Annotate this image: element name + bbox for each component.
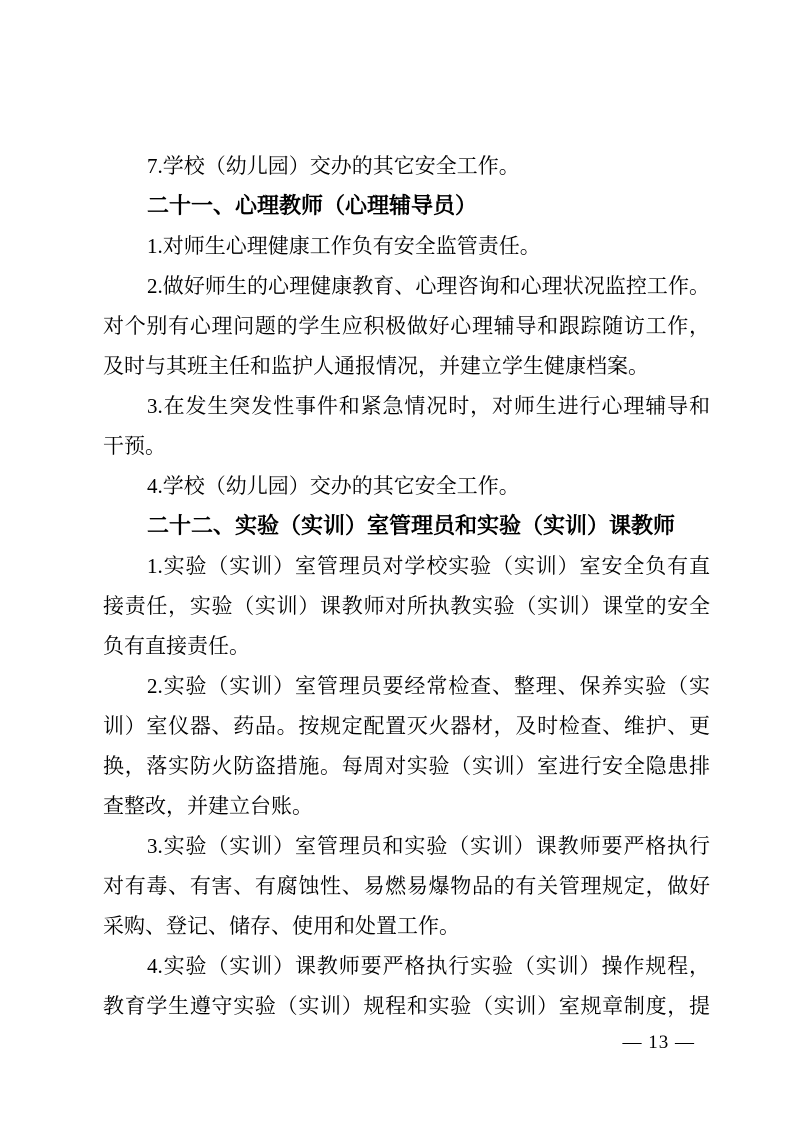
body-text-line: 查整改，并建立台账。 [103,794,313,818]
body-text-line: 7.学校（幼儿园）交办的其它安全工作。 [147,154,520,178]
section-heading-line: 二十一、心理教师（心理辅导员） [147,193,478,218]
body-text-line: 负有直接责任。 [103,634,250,658]
body-text-line: 4.实验（实训）课教师要严格执行实验（实训）操作规程， [147,954,710,978]
body-text-line: 3.实验（实训）室管理员和实验（实训）课教师要严格执行 [147,834,710,858]
body-text-line: 对个别有心理问题的学生应积极做好心理辅导和跟踪随访工作， [103,314,710,338]
body-text-line: 干预。 [103,434,166,458]
body-text-line: 1.对师生心理健康工作负有安全监管责任。 [147,234,541,258]
page-number: — 13 — [622,1032,695,1053]
body-text-line: 3.在发生突发性事件和紧急情况时，对师生进行心理辅导和 [147,394,710,418]
body-text-line: 及时与其班主任和监护人通报情况，并建立学生健康档案。 [103,354,649,378]
body-text-line: 2.做好师生的心理健康教育、心理咨询和心理状况监控工作。 [147,274,710,298]
document-body [103,146,710,1026]
body-text-line: 接责任，实验（实训）课教师对所执教实验（实训）课堂的安全 [103,594,710,618]
section-heading-line: 二十二、实验（实训）室管理员和实验（实训）课教师 [147,513,676,538]
body-text-line: 换，落实防火防盗措施。每周对实验（实训）室进行安全隐患排 [103,754,710,778]
body-text-line: 训）室仪器、药品。按规定配置灭火器材，及时检查、维护、更 [103,714,710,738]
body-text-line: 教育学生遵守实验（实训）规程和实验（实训）室规章制度，提 [103,994,710,1018]
body-text-line: 2.实验（实训）室管理员要经常检查、整理、保养实验（实 [147,674,710,698]
body-text-line: 对有毒、有害、有腐蚀性、易燃易爆物品的有关管理规定，做好 [103,874,710,898]
body-text-line: 4.学校（幼儿园）交办的其它安全工作。 [147,474,520,498]
body-text-line: 采购、登记、储存、使用和处置工作。 [103,914,460,938]
body-text-line: 1.实验（实训）室管理员对学校实验（实训）室安全负有直 [147,554,710,578]
